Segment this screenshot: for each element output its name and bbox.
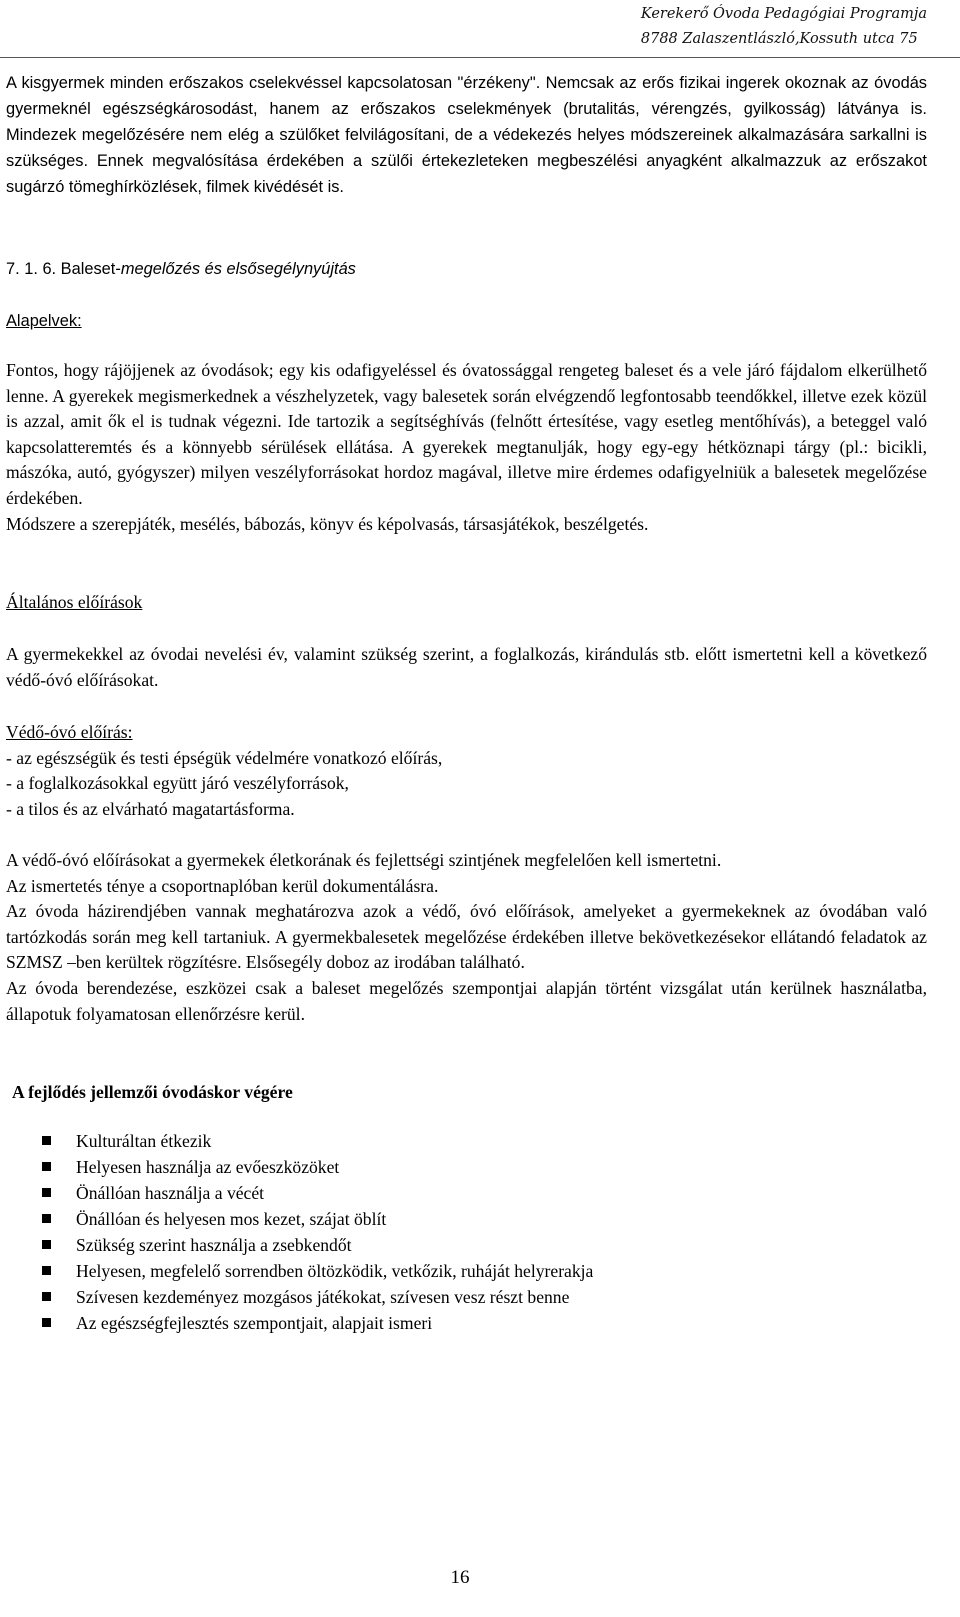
page-number: 16	[450, 1567, 470, 1588]
bullet-square-icon	[42, 1318, 51, 1327]
vedo-item: - a tilos és az elvárható magatartásforma.	[6, 798, 295, 819]
list-item	[42, 1258, 902, 1284]
intro-paragraph: A kisgyermek minden erőszakos cselekvéssel kapcsolatosan "érzékeny". Nemcsak az erős fizikai ingerek okoznak az óvodás gyermeknél egészségkárosodást, hanem az erőszakos cselekmények (brutalitás, vérengzés, gyilkosság) látványa is. Mindezek megelőzésére nem elég a szülőket felvilágosítani, de a védekezés helyes módszereinek alkalmazására sarkallni is szükséges. Ennek megvalósítása érdekében a szülői értekezleteken megbeszélési anyagként alkalmazzuk az erőszakot sugárzó tömeghírközlések, filmek kivédését is.	[6, 74, 927, 196]
list-item	[42, 1206, 902, 1232]
alapelvek-heading: Alapelvek:	[6, 312, 82, 330]
vedo-heading: Védő-óvó előírás:	[6, 722, 133, 742]
bullet-square-icon	[42, 1266, 51, 1275]
closing-paragraph: A védő-óvó előírásokat a gyermekek életkorának és fejlettségi szintjének megfelelően kell ismertetni.	[6, 850, 722, 870]
bullet-square-icon	[42, 1214, 51, 1223]
closing-paragraph: Az ismertetés ténye a csoportnaplóban kerül dokumentálásra.	[6, 875, 439, 896]
list-item-text: Helyesen, megfelelő sorrendben öltözködik, vetkőzik, ruháját helyrerakja	[76, 1261, 594, 1281]
section-number: 7. 1. 6.	[6, 260, 61, 278]
list-item	[42, 1128, 902, 1154]
bullet-square-icon	[42, 1188, 51, 1197]
bullet-square-icon	[42, 1162, 51, 1171]
list-item-text: Helyesen használja az evőeszközöket	[76, 1157, 340, 1177]
list-item-text: Önállóan és helyesen mos kezet, szájat öblít	[76, 1209, 387, 1229]
header-divider	[0, 57, 960, 58]
bullet-square-icon	[42, 1292, 51, 1301]
section-title-italic: megelőzés és elsősegélynyújtás	[120, 260, 356, 278]
list-item	[42, 1284, 902, 1310]
closing-paragraph: Az óvoda berendezése, eszközei csak a baleset megelőzés szempontjai alapján történt vizsgálat után kerülnek használatba, állapotuk folyamatosan ellenőrzésre kerül.	[6, 977, 927, 1024]
closing-block	[6, 848, 927, 1027]
bullet-square-icon	[42, 1240, 51, 1249]
fejlodes-heading: A fejlődés jellemzői óvodáskor végére	[12, 1082, 293, 1102]
section-heading	[6, 256, 927, 282]
header-address: 8788 Zalaszentlászló,Kossuth utca 75	[640, 31, 918, 47]
vedo-item: - a foglalkozásokkal együtt járó veszélyforrások,	[6, 773, 349, 794]
header-title: Kerekerő Óvoda Pedagógiai Programja	[640, 6, 927, 22]
fejlodes-list	[42, 1128, 902, 1336]
list-item-text: Kulturáltan étkezik	[76, 1131, 212, 1151]
alapelvek-method: Módszere a szerepjáték, mesélés, bábozás, könyv és képolvasás, társasjátékok, beszélgetés.	[6, 513, 649, 534]
list-item-text: Szívesen kezdeményez mozgásos játékokat, szívesen vesz részt benne	[76, 1287, 570, 1307]
alapelvek-block	[6, 358, 927, 537]
list-item-text: Önállóan használja a vécét	[76, 1183, 265, 1203]
list-item	[42, 1154, 902, 1180]
list-item	[42, 1180, 902, 1206]
section-title-plain: Baleset-	[60, 260, 121, 278]
list-item-text: Szükség szerint használja a zsebkendőt	[76, 1235, 352, 1255]
page-header	[641, 2, 927, 52]
altalanos-body: A gyermekekkel az óvodai nevelési év, valamint szükség szerint, a foglalkozás, kirándulás stb. előtt ismertetni kell a következő védő-óvó előírásokat.	[6, 644, 927, 690]
alapelvek-body: Fontos, hogy rájöjjenek az óvodások; egy kis odafigyeléssel és óvatossággal rengeteg baleset és a vele járó fájdalom elkerülhető lenne. A gyerekek megismerkednek a vészhelyzetek, vagy balesetek során elvégzendő legfontosabb teendőkkel, illetve ezek közül is azzal, amit ők el is tudnak végezni. Ide tartozik a segítséghívás (felnőtt értesítése, vagy esetleg mentőhívás), a beteggel való kapcsolatteremtés és a könnyebb sérülések ellátása. A gyerekek megtanulják, hogy egy-egy hétköznapi tárgy (pl.: bicikli, mászóka, autó, gyógyszer) milyen veszélyforrásokat hordoz magával, illetve mire érdemes odafigyelniük a balesetek megelőzése érdekében.	[6, 360, 927, 508]
closing-paragraph: Az óvoda házirendjében vannak meghatározva azok a védő, óvó előírások, amelyeket a gyermekeknek az óvodában való tartózkodás során meg kell tartaniuk. A gyermekbalesetek megelőzése érdekében illetve bekövetkezésekor ellátandó feladatok az SZMSZ –ben kerültek rögzítésre. Elsősegély doboz az irodában található.	[6, 901, 927, 973]
altalanos-heading: Általános előírások	[6, 592, 143, 612]
list-item	[42, 1232, 902, 1258]
bullet-square-icon	[42, 1136, 51, 1145]
vedo-item: - az egészségük és testi épségük védelmére vonatkozó előírás,	[6, 747, 443, 768]
list-item-text: Az egészségfejlesztés szempontjait, alapjait ismeri	[76, 1313, 433, 1333]
vedo-block	[6, 720, 927, 822]
list-item	[42, 1310, 902, 1336]
